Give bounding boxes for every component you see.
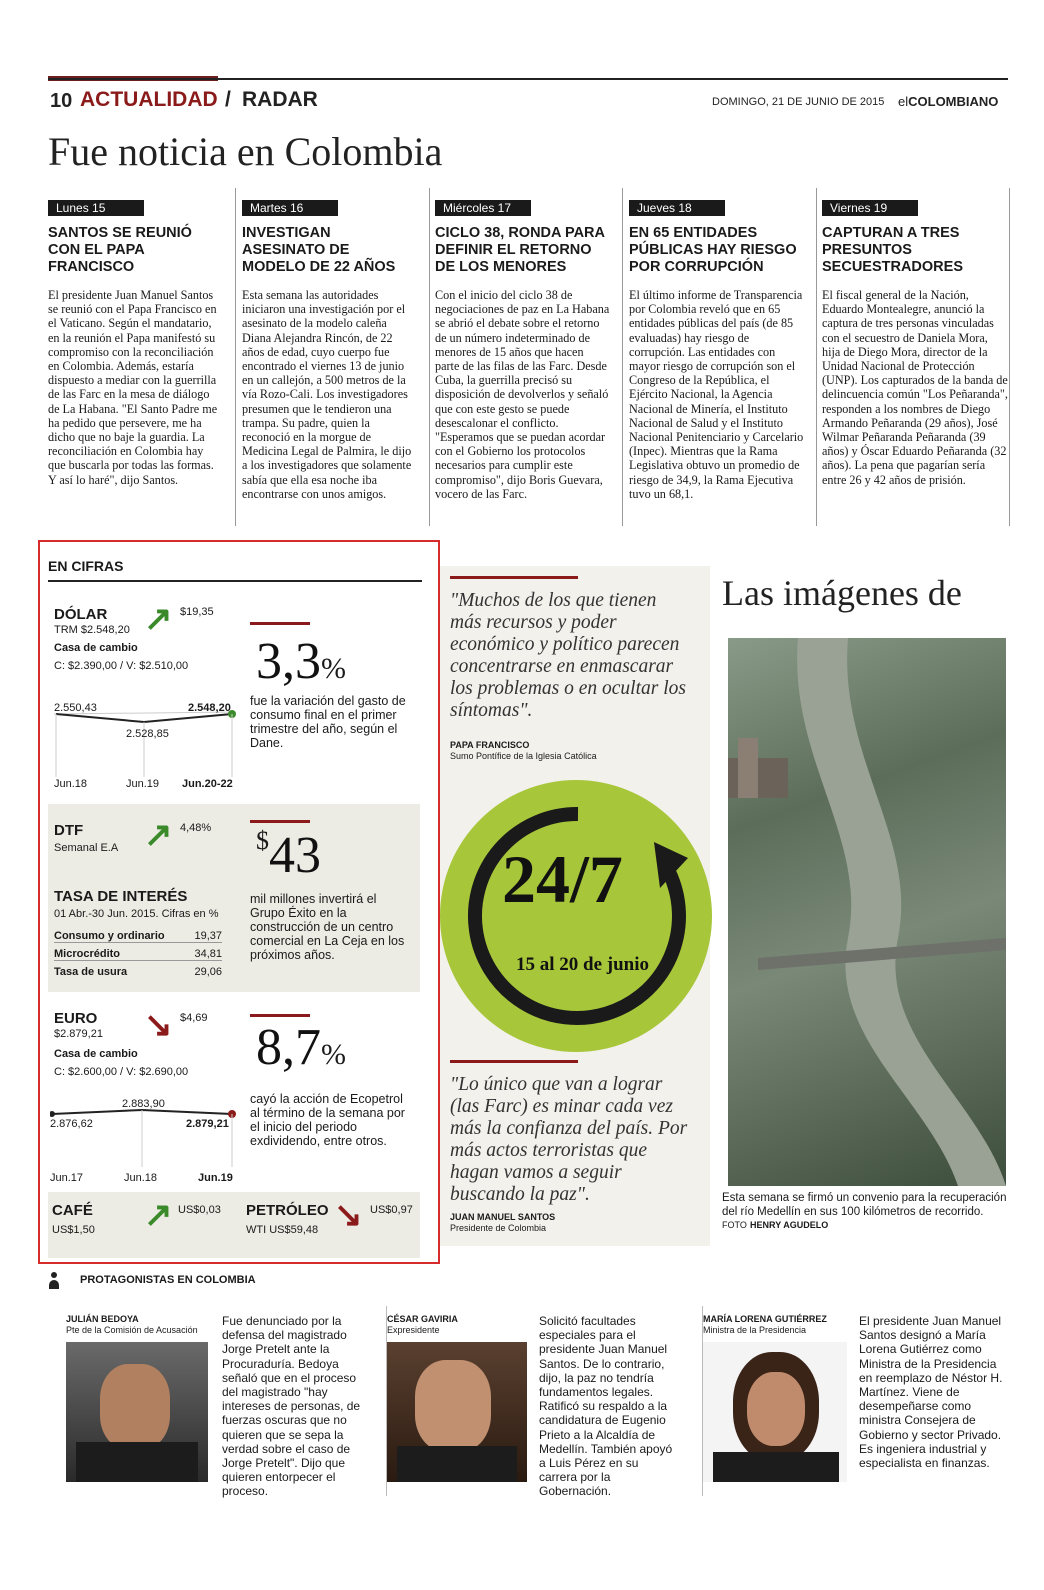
euro-x2: Jun.18 — [124, 1172, 158, 1184]
protagonist-card — [66, 1306, 366, 1499]
stat-rule — [250, 1014, 310, 1017]
day-column-tuesday — [242, 188, 430, 526]
day-title: SANTOS SE REUNIÓ CON EL PAPA FRANCISCO — [48, 225, 192, 275]
up-arrow-icon: ↗ — [144, 1196, 173, 1234]
dtf-label: DTF — [54, 822, 84, 839]
protagonist-photo — [387, 1342, 527, 1482]
day-body: Esta semana las autoridades iniciaron una investigación por el asesinato de la modelo caleña Diana Alejandra Rincón, de 22 años de edad, cuyo cuerpo fue encontrado el viernes 13 de junio en un callejón, a 500 metros de la vía Rozo-Cali. Los investigadores presumen que le tendieron una trampa. Su padre, quien la reconoció en la morgue de Medicina Legal de Palmira, le dijo a los investigadores que solamente sabía que ella esa noche iba encontrarse con unos amigos. — [242, 288, 412, 501]
logo-prefix: el — [898, 94, 909, 109]
protagonist-card — [386, 1306, 686, 1499]
dolar-p3: 2.548,20 — [188, 702, 231, 714]
protagonists-title: PROTAGONISTAS EN COLOMBIA — [80, 1274, 256, 1286]
cafe-label: CAFÉ — [52, 1202, 93, 1219]
euro-x3: Jun.19 — [198, 1172, 233, 1184]
dolar-p2: 2.528,85 — [126, 728, 169, 740]
protagonist-role: Pte de la Comisión de Acusación — [66, 1325, 198, 1335]
dolar-x1: Jun.18 — [54, 778, 88, 790]
protagonist-name: JULIÁN BEDOYA — [66, 1314, 139, 1324]
protagonist-photo — [703, 1342, 847, 1482]
protagonist-photo — [66, 1342, 208, 1482]
day-body: El último informe de Transparencia por Colombia reveló que en 65 entidades públicas del país (de 85 evaluadas) hay riesgo de corrupción. Las entidades con mayor riesgo de corrupción son el Congreso de la República, el Ejército Nacional, la Agencia Nacional de Minería, el Instituto Nacional de Salud y el Instituto Nacional Penitenciario y Carcelario (Inpec). Mientras que la Rama Legislativa obtuvo un promedio de riesgo de 34,9, la Rama Ejecutiva tuvo un 68,1. — [629, 288, 804, 501]
section-separator: / — [225, 88, 231, 111]
down-arrow-icon: ↘ — [144, 1006, 173, 1044]
images-title: Las imágenes de — [722, 573, 962, 613]
tasa-row-value: 29,06 — [194, 966, 222, 978]
euro-point — [50, 1111, 55, 1117]
day-body: El presidente Juan Manuel Santos se reunió con el Papa Francisco en el Vaticano. Según el mandatario, en la reunión el Papa manifestó su compromiso con la reconciliación en Colombia. Además, estaría dispuesto a mediar con la guerrilla de las Farc en la mesa de diálogo de La Habana. "El Santo Padre me ha pedido que persevere, me ha dicho que no baje la guardia. La reconciliación en Colombia hay que buscarla por todas las formas. Y así lo haré", dijo Santos. — [48, 288, 218, 487]
stat3-text: cayó la acción de Ecopetrol al término de la semana por el inicio del periodo exdividendo, entre otros. — [250, 1092, 405, 1148]
tasa-row-label: Tasa de usura — [54, 966, 128, 978]
stat-rule — [250, 820, 310, 823]
circle-dates: 15 al 20 de junio — [516, 954, 650, 975]
protagonist-name: MARÍA LORENA GUTIÉRREZ — [703, 1314, 827, 1324]
dtf-change: 4,48% — [180, 822, 212, 834]
stat1-figure — [256, 632, 346, 691]
quote-pope: "Muchos de los que tienen más recursos y poder económico y político parecen concentrarse en enmascarar los problemas o en ocultar los síntomas". — [450, 590, 686, 721]
dolar-cv: C: $2.390,00 / V: $2.510,00 — [54, 660, 189, 672]
day-title: CICLO 38, RONDA PARA DEFINIR EL RETORNO DE LOS MENORES — [435, 225, 605, 275]
day-title: EN 65 ENTIDADES PÚBLICAS HAY RIESGO POR CORRUPCIÓN — [629, 225, 797, 275]
page-headline: Fue noticia en Colombia — [48, 129, 443, 174]
protagonist-text: El presidente Juan Manuel Santos designó a María Lorena Gutiérrez como Ministra de la Presidencia en reemplazo de Néstor H. Martínez. Viene de desempeñarse como ministra Consejera de Gobierno y sector Privado. Es ingeniera industrial y especialista en finanzas. — [859, 1314, 1003, 1471]
day-body: El fiscal general de la Nación, Eduardo Montealegre, anunció la captura de tres personas vinculadas con el secuestro de Daniela Mora, hija de Diego Mora, director de la Unidad Nacional de Protección (UNP). Los capturados de la banda de delincuencia común "Los Peñaranda", responden a los nombres de Diego Armando Peñaranda (29 años), José Wilmar Peñaranda Peñaranda (39 años) y Óscar Eduardo Peñaranda (32 años). La pena que pagarían sería entre 26 y 42 años de prisión. — [822, 288, 1008, 487]
euro-casa: Casa de cambio — [54, 1048, 138, 1060]
euro-x1: Jun.17 — [50, 1172, 84, 1184]
section-name: ACTUALIDAD — [80, 88, 218, 111]
down-arrow-icon: ↘ — [334, 1196, 363, 1234]
tasa-label: TASA DE INTERÉS — [54, 888, 188, 905]
quote-santos: "Lo único que van a lograr (las Farc) es minar cada vez más la confianza del país. Por más actos terroristas que hagan vamos a seguir buscando la paz". — [450, 1074, 688, 1205]
logo-main: COLOMBIANO — [908, 94, 999, 109]
day-body: Con el inicio del ciclo 38 de negociaciones de paz en La Habana se abrió el debate sobre el retorno de un número indeterminado de menores de 15 años que hacen parte de las filas de las Farc. Desde Cuba, la guerrilla precisó su disposición de devolverlos y señaló que con este gesto se puede desescalonar el conflicto. "Esperamos que se puedan acordar con el Gobierno los protocolos necesarios para cumplir este compromiso", dijo Boris Guevara, vocero de las Farc. — [435, 288, 610, 501]
dolar-x2: Jun.19 — [126, 778, 160, 790]
euro-cv: C: $2.600,00 / V: $2.690,00 — [54, 1066, 189, 1078]
stat1-number: 3,3 — [256, 633, 321, 690]
dolar-p1: 2.550,43 — [54, 702, 97, 714]
person-icon — [48, 1272, 60, 1290]
commodities-panel — [48, 1192, 420, 1258]
dtf-sub: Semanal E.A — [54, 842, 119, 854]
stat2-text: mil millones invertirá el Grupo Éxito en la construcción de un centro comercial en La Ceja en los próximos años. — [250, 892, 405, 962]
dolar-change: $19,35 — [180, 606, 214, 618]
day-title: CAPTURAN A TRES PRESUNTOS SECUESTRADORES — [822, 225, 963, 275]
stat2-number: 43 — [269, 827, 321, 884]
day-tag: Jueves 18 — [629, 200, 725, 216]
header-rule — [48, 78, 1008, 80]
day-column-friday — [822, 188, 1010, 526]
euro-chart — [50, 1102, 240, 1172]
protagonist-role: Ministra de la Presidencia — [703, 1325, 807, 1335]
day-column-wednesday — [435, 188, 623, 526]
euro-value: $2.879,21 — [54, 1028, 103, 1040]
stat-rule — [250, 622, 310, 625]
stat2-currency: $ — [256, 826, 269, 855]
protagonist-card — [702, 1306, 1008, 1496]
photo-credit: HENRY AGUDELO — [750, 1220, 829, 1230]
week-circle — [440, 780, 712, 1052]
euro-p3: 2.879,21 — [186, 1118, 229, 1130]
tasa-row — [54, 966, 222, 978]
stat2-figure — [256, 826, 321, 885]
cifras-rule — [48, 580, 422, 582]
stat1-text: fue la variación del gasto de consumo final en el primer trimestre del año, según el Dane. — [250, 694, 406, 750]
tasa-row-label: Microcrédito — [54, 948, 121, 960]
protagonist-name: CÉSAR GAVIRIA — [387, 1314, 458, 1324]
cafe-value: US$1,50 — [52, 1224, 95, 1236]
dolar-casa: Casa de cambio — [54, 642, 138, 654]
circle-big: 24/7 — [502, 841, 623, 917]
quote-santos-role: Presidente de Colombia — [450, 1223, 547, 1233]
day-title: INVESTIGAN ASESINATO DE MODELO DE 22 AÑOS — [242, 225, 396, 275]
river-aerial-photo — [728, 638, 1006, 1186]
day-tag: Viernes 19 — [822, 200, 918, 216]
day-tag: Martes 16 — [242, 200, 338, 216]
cafe-change: US$0,03 — [178, 1204, 221, 1216]
tasa-sub: 01 Abr.-30 Jun. 2015. Cifras en % — [54, 908, 219, 920]
photo-caption — [722, 1192, 1008, 1233]
euro-change: $4,69 — [180, 1012, 208, 1024]
dolar-trm: TRM $2.548,20 — [54, 624, 130, 636]
petroleo-value: WTI US$59,48 — [246, 1224, 319, 1236]
quote-rule — [450, 1060, 578, 1063]
day-tag: Miércoles 17 — [435, 200, 531, 216]
dolar-x3: Jun.20-22 — [182, 778, 233, 790]
stat1-unit: % — [321, 652, 346, 685]
up-arrow-icon: ↗ — [144, 816, 173, 854]
protagonist-role: Expresidente — [387, 1325, 440, 1335]
petroleo-change: US$0,97 — [370, 1204, 413, 1216]
quote-santos-name: JUAN MANUEL SANTOS — [450, 1212, 556, 1222]
tasa-row — [54, 930, 222, 943]
tasa-row — [54, 948, 222, 961]
petroleo-label: PETRÓLEO — [246, 1202, 329, 1219]
euro-label: EURO — [54, 1010, 98, 1027]
protagonist-text: Solicitó facultades especiales para el presidente Juan Manuel Santos. De lo contrario, dijo, la paz no tendría fundamentos legales. Ratificó su respaldo a la candidatura de Eugenio Prieto a la Alcaldía de Medellín. También apoyó a Luis Pérez en su carrera por la Gobernación. — [539, 1314, 673, 1499]
en-cifras-box — [38, 540, 440, 1264]
dolar-line — [56, 714, 232, 722]
tasa-row-value: 19,37 — [194, 930, 222, 942]
cifras-title: EN CIFRAS — [48, 558, 124, 574]
newspaper-logo — [898, 94, 998, 109]
quote-pope-name: PAPA FRANCISCO — [450, 740, 530, 750]
protagonist-text: Fue denunciado por la defensa del magistrado Jorge Pretelt ante la Procuraduría. Bedoya señaló que en el proceso del magistrado "hay intereses de personas, de fuerzas oscuras que no quieren que se sepa la verdad sobre el caso de Jorge Pretelt". Dijo que quieren entorpecer el proceso. — [222, 1314, 361, 1499]
day-column-thursday — [629, 188, 817, 526]
river-illustration — [728, 638, 1006, 1186]
euro-p1: 2.876,62 — [50, 1118, 93, 1130]
issue-date: DOMINGO, 21 DE JUNIO DE 2015 — [712, 96, 885, 108]
day-column-monday — [48, 188, 236, 526]
quote-rule — [450, 576, 578, 579]
stat3-figure — [256, 1018, 346, 1077]
tasa-row-label: Consumo y ordinario — [54, 930, 165, 942]
stat3-unit: % — [321, 1038, 346, 1071]
day-tag: Lunes 15 — [48, 200, 144, 216]
photo-foto-label: FOTO — [722, 1220, 747, 1230]
subsection-name: RADAR — [242, 88, 318, 111]
photo-caption-text: Esta semana se firmó un convenio para la recuperación del río Medellín en sus 100 kilómetros de recorrido. — [722, 1192, 1007, 1218]
dolar-label: DÓLAR — [54, 606, 108, 623]
up-arrow-icon: ↗ — [144, 600, 173, 638]
quote-pope-role: Sumo Pontífice de la Iglesia Católica — [450, 751, 597, 761]
euro-p2: 2.883,90 — [122, 1098, 165, 1110]
stat3-number: 8,7 — [256, 1019, 321, 1076]
tasa-row-value: 34,81 — [194, 948, 222, 960]
page-number: 10 — [50, 90, 73, 112]
